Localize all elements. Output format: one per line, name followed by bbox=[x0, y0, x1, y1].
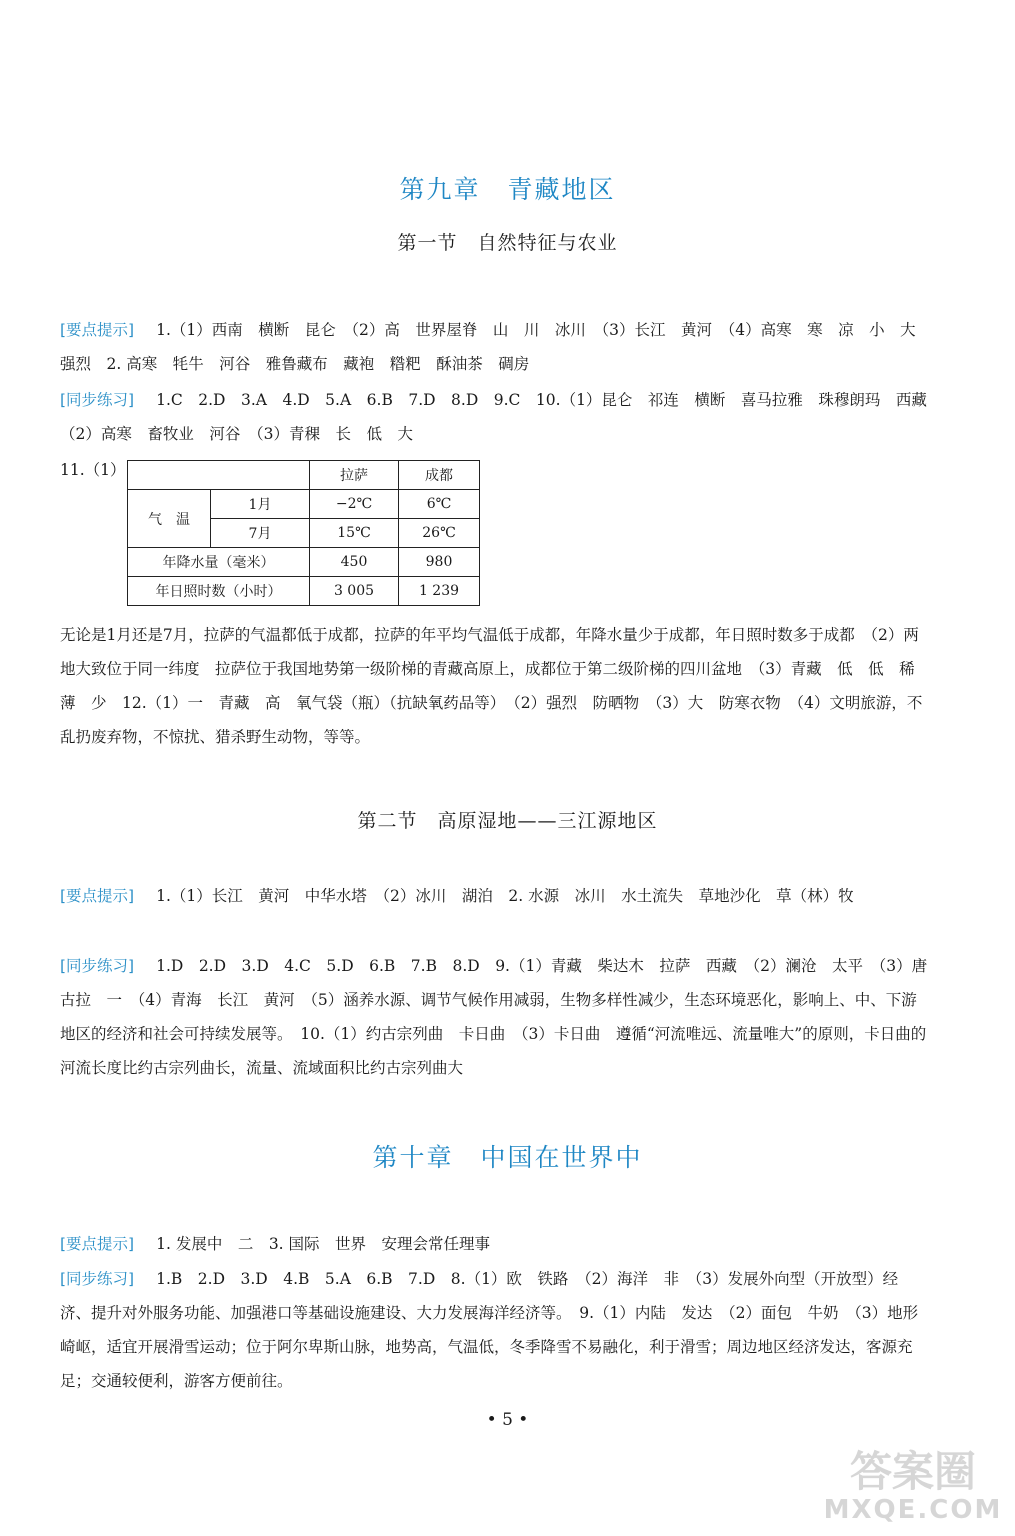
key-points-text: 1.（1）长江 黄河 中华水塔 （2）冰川 湖泊 2. 水源 冰川 水土流失 草地沙化 草（林）牧 bbox=[156, 887, 854, 905]
page-number: • 5 • bbox=[486, 1410, 529, 1430]
table-cell: 1月 bbox=[211, 490, 310, 519]
table-cell: 1 239 bbox=[399, 577, 480, 606]
table-cell: 980 bbox=[399, 548, 480, 577]
key-points-label: [要点提示] bbox=[60, 321, 135, 339]
ch10-exercises bbox=[60, 1262, 928, 1398]
chapter-9-title: 第九章 青藏地区 bbox=[399, 175, 616, 204]
table-header: 成都 bbox=[399, 461, 480, 490]
exercises-text: 1.D 2.D 3.D 4.C 5.D 6.B 7.B 8.D 9.（1）青藏 柴达木 拉萨 西藏 （2）澜沧 太平 （3）唐古拉 一 （4）青海 长江 黄河 （5）涵养水源、调节气候作用减弱，生物多样性减少，生态环境恶化，影响上、中、下游地区的经济和社会可持续发展等。 10.（1）约古宗列曲 卡日曲 （3）卡日曲 遵循“河流唯远、流量唯大”的原则，卡日曲的河流长度比约古宗列曲长，流量、流域面积比约古宗列曲大 bbox=[60, 957, 928, 1077]
s2-key-points bbox=[60, 879, 928, 913]
ch10-key-points bbox=[60, 1227, 928, 1261]
table-cell: 15℃ bbox=[310, 519, 399, 548]
watermark-logo bbox=[823, 1448, 1003, 1528]
s1-exercises bbox=[60, 383, 943, 451]
key-points-label: [要点提示] bbox=[60, 887, 135, 905]
section-1-title: 第一节 自然特征与农业 bbox=[397, 232, 618, 254]
table-row bbox=[128, 548, 480, 577]
key-points-label: [要点提示] bbox=[60, 1235, 135, 1253]
table-cell: 7月 bbox=[211, 519, 310, 548]
q11-label: 11.（1） bbox=[60, 461, 126, 479]
table-cell: 年降水量（毫米） bbox=[128, 548, 310, 577]
table-cell: 年日照时数（小时） bbox=[128, 577, 310, 606]
climate-table bbox=[127, 460, 480, 606]
section-2-title: 第二节 高原湿地——三江源地区 bbox=[357, 810, 658, 832]
table-cell: 3 005 bbox=[310, 577, 399, 606]
s1-answer-text: 无论是1月还是7月，拉萨的气温都低于成都，拉萨的年平均气温低于成都，年降水量少于成都，年日照时数多于成都 （2）两地大致位于同一纬度 拉萨位于我国地势第一级阶梯的青藏高原上，成都位于第二级阶梯的四川盆地 （3）青藏 低 低 稀薄 少 12.（1）一 青藏 高 氧气袋（瓶）（抗缺氧药品等） （2）强烈 防晒物 （3）大 防寒衣物 （4）文明旅游，不乱扔废弃物，不惊扰、猎杀野生动物，等等。 bbox=[60, 626, 923, 746]
table-cell bbox=[128, 461, 310, 490]
table-row bbox=[128, 490, 480, 519]
s1-key-points bbox=[60, 313, 932, 381]
watermark-line-1: 答案圈 bbox=[849, 1447, 976, 1496]
table-cell: 450 bbox=[310, 548, 399, 577]
s2-exercises bbox=[60, 949, 928, 1085]
exercises-label: [同步练习] bbox=[60, 1270, 135, 1288]
table-row bbox=[128, 577, 480, 606]
exercises-text: 1.C 2.D 3.A 4.D 5.A 6.B 7.D 8.D 9.C 10.（1）昆仑 祁连 横断 喜马拉雅 珠穆朗玛 西藏 （2）高寒 畜牧业 河谷 （3）青稞 长 低 大 bbox=[60, 391, 943, 443]
table-cell: 6℃ bbox=[399, 490, 480, 519]
chapter-10-title: 第十章 中国在世界中 bbox=[372, 1143, 643, 1172]
table-cell: 26℃ bbox=[399, 519, 480, 548]
key-points-text: 1.（1）西南 横断 昆仑 （2）高 世界屋脊 山 川 冰川 （3）长江 黄河 （4）高寒 寒 凉 小 大 强烈 2. 高寒 牦牛 河谷 雅鲁藏布 藏袍 糌粑 酥油茶 碉房 bbox=[60, 321, 932, 373]
watermark-line-2: MXQE.COM bbox=[823, 1495, 1003, 1525]
table-row bbox=[128, 461, 480, 490]
table-cell: 气 温 bbox=[128, 490, 211, 548]
exercises-label: [同步练习] bbox=[60, 957, 135, 975]
table-cell: −2℃ bbox=[310, 490, 399, 519]
key-points-text: 1. 发展中 二 3. 国际 世界 安理会常任理事 bbox=[156, 1235, 491, 1253]
exercises-label: [同步练习] bbox=[60, 391, 135, 409]
table-header: 拉萨 bbox=[310, 461, 399, 490]
exercises-text: 1.B 2.D 3.D 4.B 5.A 6.B 7.D 8.（1）欧 铁路 （2）海洋 非 （3）发展外向型（开放型）经济、提升对外服务功能、加强港口等基础设施建设、大力发展海洋经济等。 9.（1）内陆 发达 （2）面包 牛奶 （3）地形崎岖，适宜开展滑雪运动；位于阿尔卑斯山脉，地势高，气温低，冬季降雪不易融化，利于滑雪；周边地区经济发达，客源充足；交通较便利，游客方便前往。 bbox=[60, 1270, 919, 1390]
